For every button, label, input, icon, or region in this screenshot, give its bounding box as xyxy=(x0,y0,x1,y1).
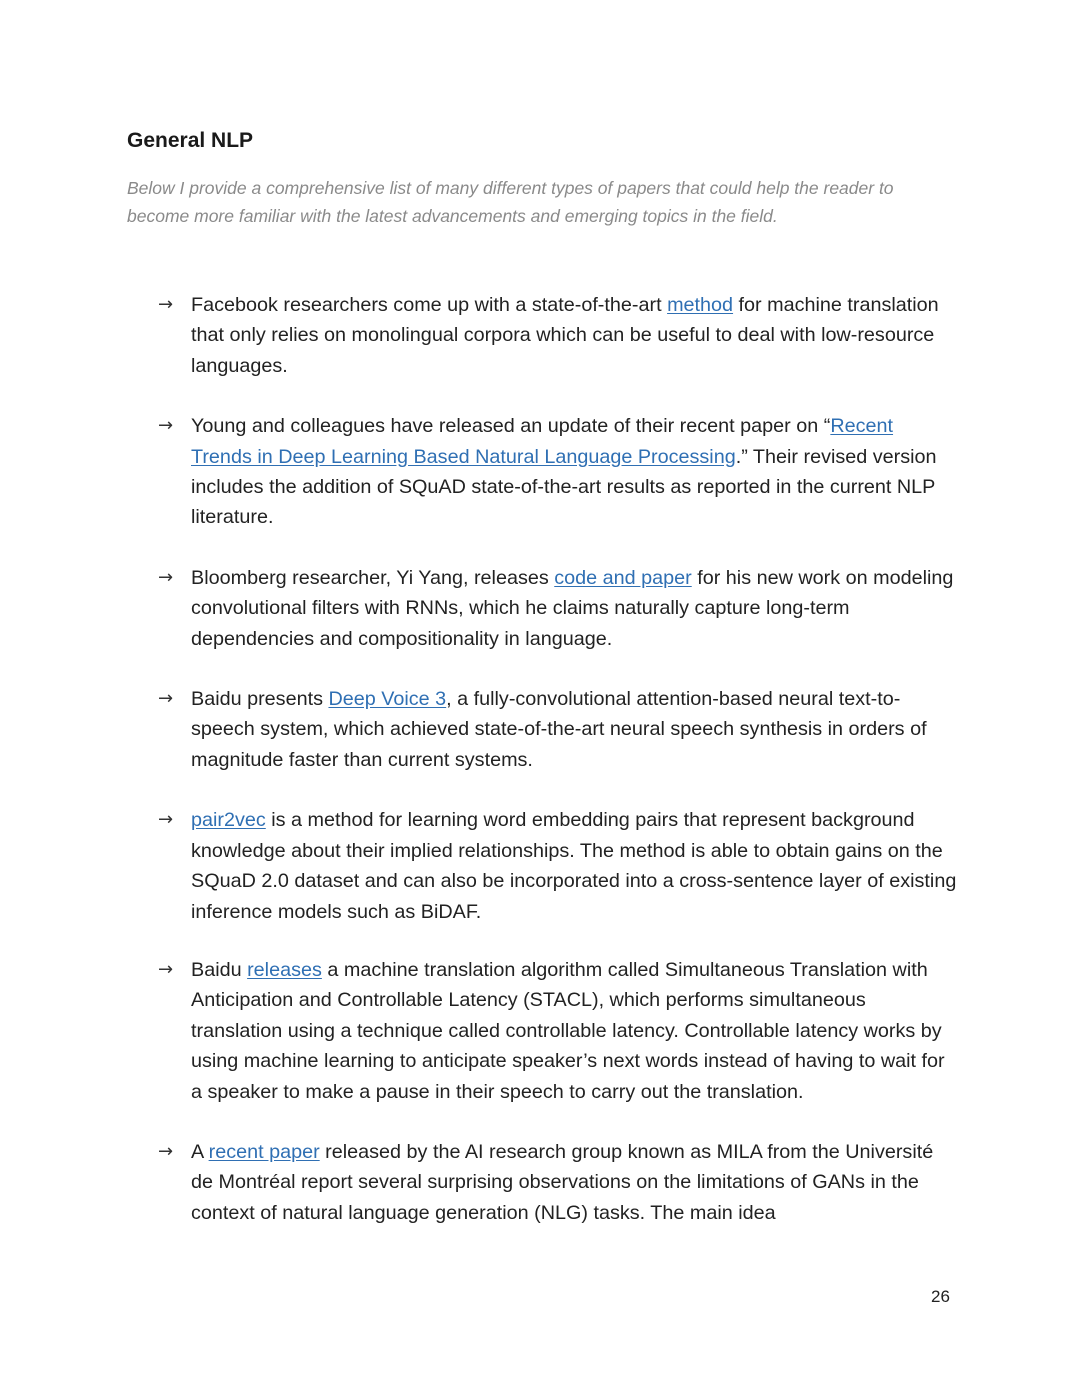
right-arrow-icon: → xyxy=(158,1140,174,1162)
list-item xyxy=(158,805,958,927)
item-text-after: , a fully-convolutional attention-based neural text-to-speech system, which achieved state-of-the-art neural speech synthesis in orders of magnitude faster than current systems. xyxy=(191,688,927,771)
right-arrow-icon: → xyxy=(158,688,174,710)
method-link[interactable]: method xyxy=(667,294,734,316)
list-item xyxy=(158,411,958,533)
item-text-after: is a method for learning word embedding pairs that represent background knowledge about their implied relationships. The method is able to obtain gains on the SQuaD 2.0 dataset and can also be incorporated into a cross-sentence layer of existing inference models such as BiDAF. xyxy=(191,809,957,923)
item-text-after: for machine translation that only relies on monolingual corpora which can be useful to deal with low-resource languages. xyxy=(191,294,939,377)
item-text-before: Bloomberg researcher, Yi Yang, releases xyxy=(191,566,555,589)
deep-voice-3-link[interactable]: Deep Voice 3 xyxy=(328,688,447,711)
item-text-after: a machine translation algorithm called Simultaneous Translation with Anticipation and Controllable Latency (STACL), which performs simultaneous translation using a technique called controllable latency. Controllable latency works by using machine learning to anticipate speaker’s next words instead of having to wait for a speaker to make a pause in their speech to carry out the translation. xyxy=(191,958,945,1103)
right-arrow-icon: → xyxy=(158,809,174,831)
code-and-paper-link[interactable]: code and paper xyxy=(554,566,692,589)
item-text-after: .” Their revised version includes the addition of SQuAD state-of-the-art results as reported in the current NLP literature. xyxy=(191,445,937,529)
recent-paper-link[interactable]: recent paper xyxy=(208,1140,320,1163)
item-text-before: Baidu presents xyxy=(191,688,329,711)
page-number: 26 xyxy=(931,1287,950,1306)
item-text-after: for his new work on modeling convolutional filters with RNNs, which he claims naturally capture long-term dependencies and compositionality in language. xyxy=(191,566,954,650)
list-item xyxy=(158,1137,958,1228)
list-item xyxy=(158,290,958,381)
item-text-after: released by the AI research group known as MILA from the Université de Montréal report several surprising observations on the limitations of GANs in the context of natural language generation (NLG) tasks. The main idea xyxy=(191,1140,934,1224)
list-item xyxy=(158,684,958,775)
item-text-before: Facebook researchers come up with a state-of-the-art xyxy=(191,294,668,316)
intro-paragraph: Below I provide a comprehensive list of many different types of papers that could help the reader to become more familiar with the latest advancements and emerging topics in the field. xyxy=(127,178,894,226)
right-arrow-icon: → xyxy=(158,958,174,980)
list-item xyxy=(158,563,958,654)
list-item xyxy=(158,955,958,1107)
paper-list xyxy=(158,290,958,1228)
item-text-before: Baidu xyxy=(191,958,248,981)
pair2vec-link[interactable]: pair2vec xyxy=(191,809,266,832)
right-arrow-icon: → xyxy=(158,566,174,588)
section-heading: General NLP xyxy=(127,129,254,152)
item-text-before: A xyxy=(191,1140,209,1163)
releases-link[interactable]: releases xyxy=(247,958,322,981)
right-arrow-icon: → xyxy=(158,294,174,315)
item-text-before: Young and colleagues have released an update of their recent paper on “ xyxy=(191,415,831,438)
right-arrow-icon: → xyxy=(158,415,174,437)
recent-trends-link[interactable]: Recent Trends in Deep Learning Based Natural Language Processing xyxy=(191,415,894,468)
